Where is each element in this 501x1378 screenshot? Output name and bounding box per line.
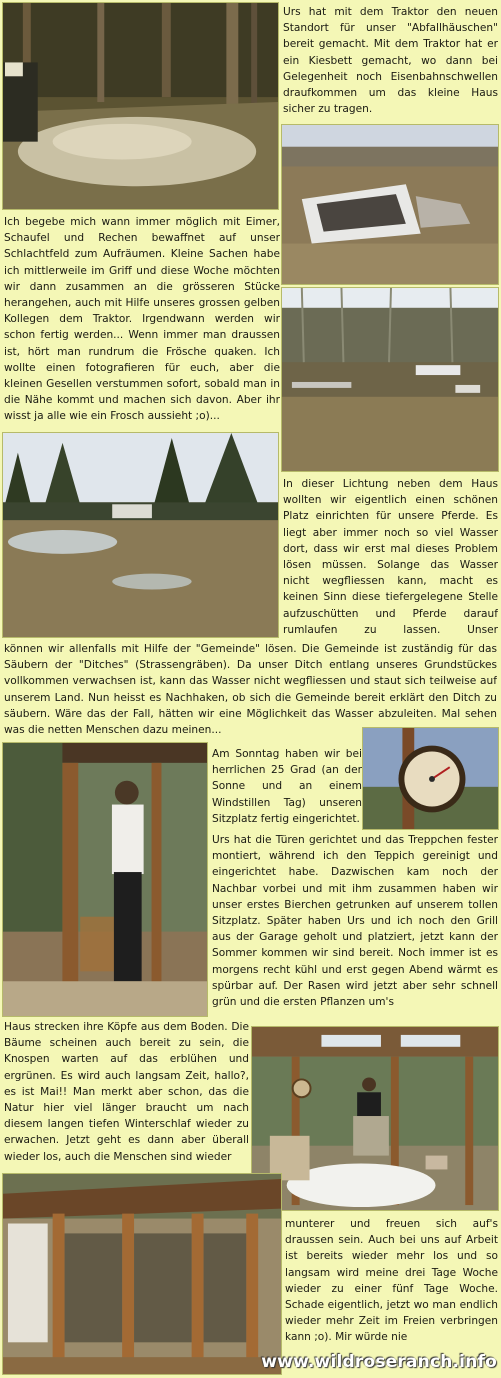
paragraph-porch-work: Urs hat die Türen gerichtet und das Treppchen fester montiert, während ich den Teppich gereinigt und eingerichtet habe. Dazwischen kam noch der Nachbar vorbei und mit ihm zusammen haben wir unser erstes Bierchen getrunken auf unserem tollen Sitzplatz. Später haben Urs und ich noch den Grill aus der Garage geholt und platziert, jetzt kann der Sommer kommen wir sind bereit. Noch immer ist es morgens recht kühl und erst gegen Abend wärmt es spürbar auf. Der Rasen wird jetzt aber sehr schnell grün und die ersten Pflanzen um's [212,834,498,1009]
paragraph-work: munterer und freuen sich auf's draussen sein. Auch bei uns auf Arbeit ist bereits wieder mehr los und so langsam wird meine drei Tage Woche wieder zu einer fünf Tage Woche. Schade eigentlich, jetzt wo man endlich wieder mehr Zeit im Freien verbringen kann ;o). Mir würde nie [285,1218,498,1344]
paragraph-spring: Haus strecken ihre Köpfe aus dem Boden. Die Bäume scheinen auch bereit zu sein, die Knospen warten auf das erblühen und ergrünen. Es wird auch langsam Zeit, hallo?, es ist Mai!! Man merkt aber schon, das die Natur hier viel länger braucht um nach diesem langen tiefen Winterschlaf wieder zu erwachen. Jetzt geht es dann aber überall wieder los, auch die Menschen sind wieder [4,1021,249,1163]
paragraph-gravel-bed: Urs hat mit dem Traktor den neuen Standort für unser "Abfallhäuschen" bereit gemacht. Mit dem Traktor hat er ein Kiesbett gemacht, wo dann bei Gelegenheit noch Eisenbahnschwellen draufkommen um das kleine Haus sicher zu tragen. [283,6,498,116]
photo-gravel-bed [2,2,279,210]
photo-debris-field [281,124,499,285]
photo-porch-table [251,1026,499,1211]
photo-porch-man [2,742,208,1017]
photo-thermometer [362,727,499,830]
paragraph-cleanup: Ich begebe mich wann immer möglich mit Eimer, Schaufel und Rechen bewaffnet auf unser Schlachtfeld zum Aufräumen. Kleine Sachen habe ich mittlerweile im Griff und diese Woche möchten wir dann zusammen an die grösseren Stücke herangehen, auch mit Hilfe unseres grossen gelben Kollegen dem Traktor. Irgendwann werden wir schon fertig werden... Wenn immer man draussen ist, hört man rundrum die Frösche quaken. Ich wollte einen fotografieren für euch, aber die kleinen Gesellen verstummen sofort, sobald man in die Nähe kommt und machen sich davon. Aber ihr wisst ja alle wie ein Frosch aussieht ;o)... [4,216,280,423]
paragraph-ditch: können wir allenfalls mit Hilfe der "Gemeinde" lösen. Die Gemeinde ist zuständig für das Säubern der "Ditches" (Strassengräben). Da unser Ditch entlang unseres Grundstückes vollkommen verwachsen ist, kann das Wasser nicht wegfliessen und staut sich teilweise auf unserem Land. Nun heisst es Nachhaken, ob sich die Gemeinde bereit erklärt den Ditch zu säubern. Wäre das der Fall, hätten wir eine Möglichkeit das Wasser abzuleiten. Mal sehen was die netten Menschen dazu meinen... [4,643,497,737]
paragraph-sunday: Am Sonntag haben wir bei herrlichen 25 Grad (an der Sonne und an einem Windstillen Tag) unseren Sitzplatz fertig eingerichtet. [212,748,362,825]
paragraph-clearing: In dieser Lichtung neben dem Haus wollten wir eigentlich einen schönen Platz einrichten für unsere Pferde. Es liegt aber immer noch so viel Wasser dort, dass wir erst mal dieses Problem lösen müssen. Solange das Wasser nicht wegfliessen kann, macht es keinen Sinn diese tiefergelegene Stelle aufzuschütten und Pferde darauf rumlaufen zu lassen. Unser [283,478,498,636]
photo-screened-porch [2,1173,282,1375]
photo-wet-clearing [2,432,279,638]
photo-scattered-boards [281,287,499,472]
site-watermark: www.wildroseranch.info [261,1352,497,1372]
